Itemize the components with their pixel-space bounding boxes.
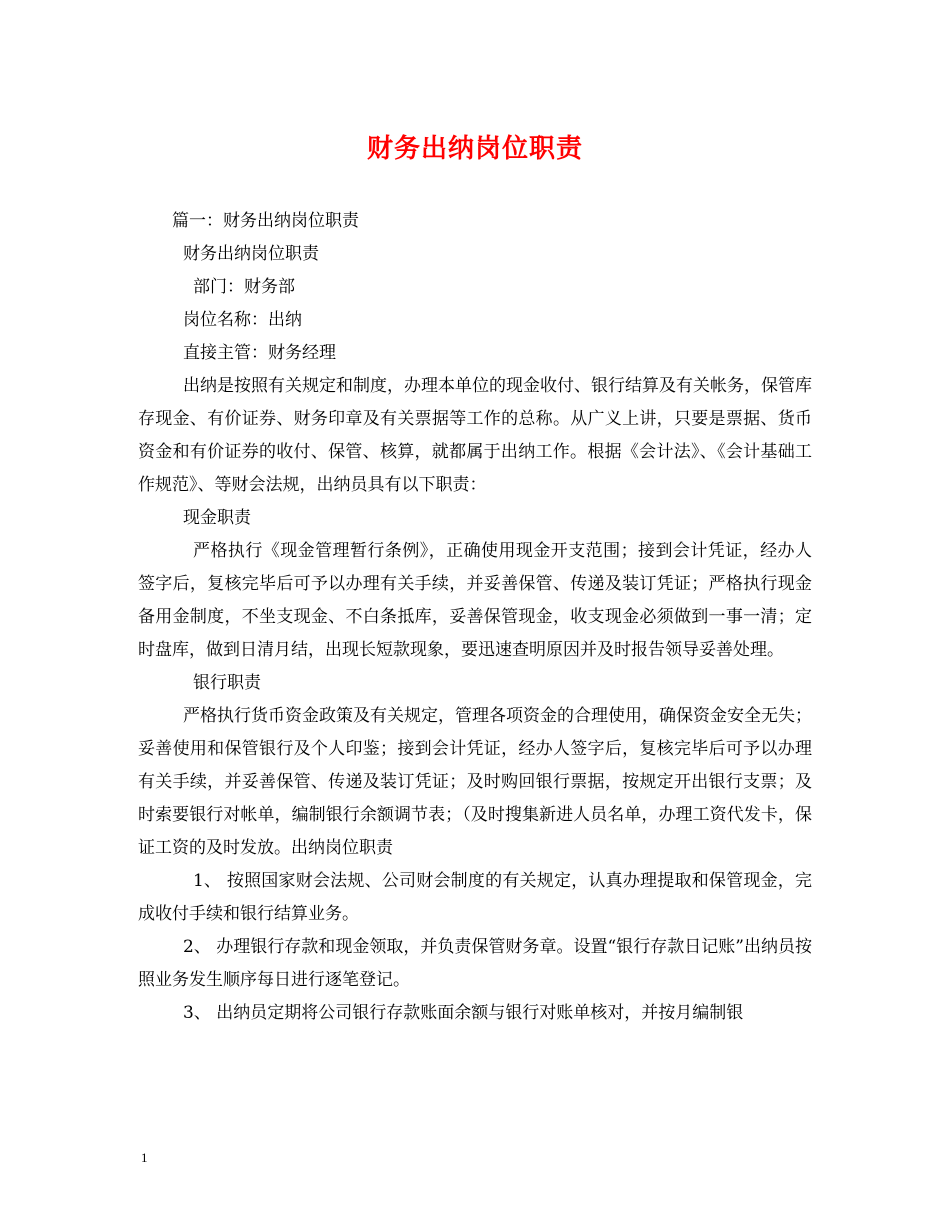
section-heading: 篇一：财务出纳岗位职责 xyxy=(172,211,359,231)
list-item: 3、 出纳员定期将公司银行存款账面余额与银行对账单核对，并按月编制银 xyxy=(183,1003,744,1023)
document-body xyxy=(138,205,812,1030)
bank-duties-heading: 银行职责 xyxy=(193,673,261,693)
cash-duties-paragraph: 严格执行《现金管理暂行条例》，正确使用现金开支范围；接到会计凭证，经办人签字后，复核完毕后可予以办理有关手续，并妥善保管、传递及装订凭证；严格执行现金备用金制度，不坐支现金、不白条抵库，妥善保管现金，收支现金必须做到一事一清；定时盘库，做到日清月结，出现长短款现象，要迅速查明原因并及时报告领导妥善处理。 xyxy=(138,541,812,660)
department-line: 部门：财务部 xyxy=(193,277,295,297)
intro-paragraph: 出纳是按照有关规定和制度，办理本单位的现金收付、银行结算及有关帐务，保管库存现金、有价证券、财务印章及有关票据等工作的总称。从广义上讲，只要是票据、货币资金和有价证券的收付、保管、核算，就都属于出纳工作。根据《会计法》、《会计基础工作规范》、等财会法规，出纳员具有以下职责： xyxy=(138,376,812,495)
cash-duties-heading: 现金职责 xyxy=(183,508,251,528)
page-number: 1 xyxy=(141,1150,148,1165)
page-title: 财务出纳岗位职责 xyxy=(366,134,583,164)
list-item: 2、 办理银行存款和现金领取，并负责保管财务章。设置“银行存款日记账”出纳员按照业务发生顺序每日进行逐笔登记。 xyxy=(138,937,812,990)
position-line: 岗位名称：出纳 xyxy=(183,310,302,330)
supervisor-line: 直接主管：财务经理 xyxy=(183,343,336,363)
list-item: 1、 按照国家财会法规、公司财会制度的有关规定，认真办理提取和保管现金，完成收付手续和银行结算业务。 xyxy=(138,871,812,924)
bank-duties-paragraph: 严格执行货币资金政策及有关规定，管理各项资金的合理使用，确保资金安全无失；妥善使用和保管银行及个人印鉴；接到会计凭证，经办人签字后，复核完毕后可予以办理有关手续，并妥善保管、传递及装订凭证；及时购回银行票据，按规定开出银行支票；及时索要银行对帐单，编制银行余额调节表；（及时搜集新进人员名单，办理工资代发卡，保证工资的及时发放。出纳岗位职责 xyxy=(138,706,812,858)
sub-heading: 财务出纳岗位职责 xyxy=(183,244,319,264)
